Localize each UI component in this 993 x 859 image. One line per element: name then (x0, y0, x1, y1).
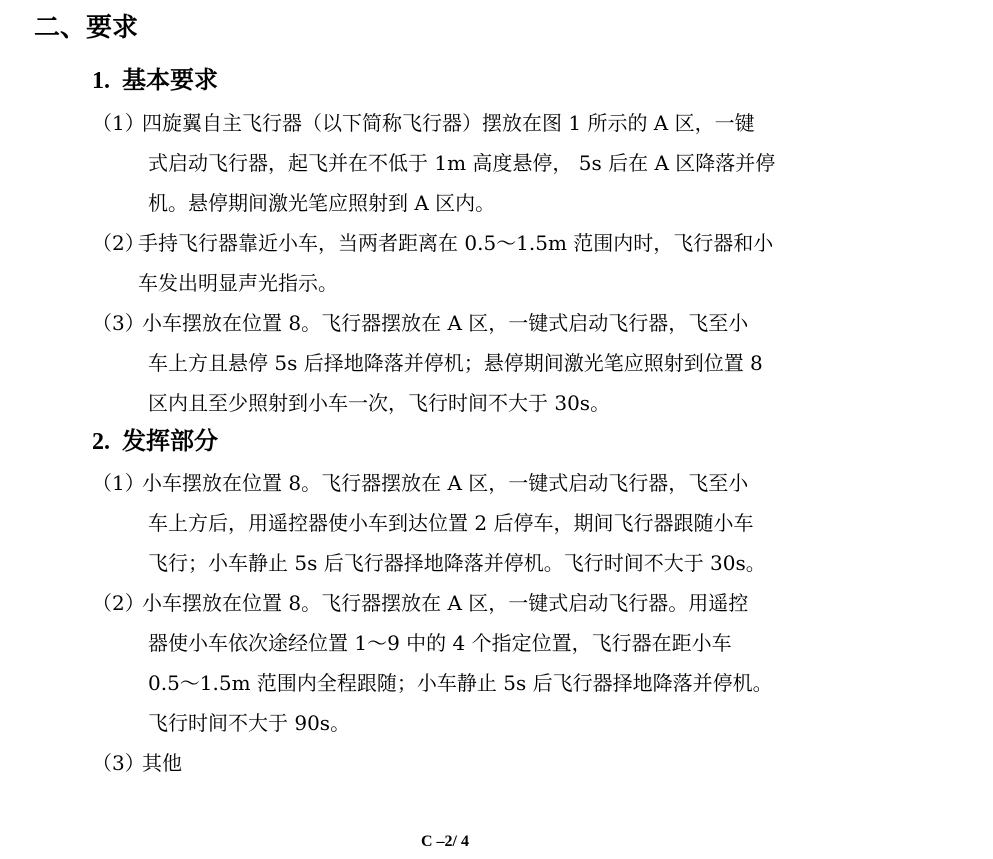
advanced-section-title: 发挥部分 (122, 427, 218, 455)
item-line: 小车摆放在位置 8。飞行器摆放在 A 区，一键式启动飞行器。用遥控 (142, 591, 749, 615)
item-line: 飞行时间不大于 90s。 (148, 711, 351, 735)
item-line: 手持飞行器靠近小车，当两者距离在 0.5～1.5m 范围内时，飞行器和小 (138, 231, 774, 255)
advanced-item-1 (92, 463, 872, 583)
item-line: 车发出明显声光指示。 (138, 271, 338, 295)
item-line: 其他 (142, 751, 182, 775)
advanced-section-number: 2. (92, 429, 110, 455)
item-line: 机。悬停期间激光笔应照射到 A 区内。 (148, 191, 496, 215)
advanced-item-2 (92, 583, 872, 743)
basic-item-1 (92, 103, 872, 223)
item-line: 车上方且悬停 5s 后择地降落并停机；悬停期间激光笔应照射到位置 8 (148, 351, 763, 375)
item-line: 四旋翼自主飞行器（以下简称飞行器）摆放在图 1 所示的 A 区，一键 (142, 111, 755, 135)
item-label: （2） (92, 231, 145, 255)
basic-requirements-title: 基本要求 (122, 66, 218, 94)
item-label: （3） (92, 751, 145, 775)
basic-requirements-number: 1. (92, 68, 110, 94)
basic-item-3 (92, 303, 872, 423)
basic-item-2 (92, 223, 872, 303)
item-label: （1） (92, 471, 145, 495)
item-line: 0.5～1.5m 范围内全程跟随；小车静止 5s 后飞行器择地降落并停机。 (148, 671, 773, 695)
item-line: 小车摆放在位置 8。飞行器摆放在 A 区，一键式启动飞行器，飞至小 (142, 471, 749, 495)
item-label: （3） (92, 311, 145, 335)
advanced-section-heading (92, 421, 218, 462)
page-number: C –2/ 4 (421, 833, 469, 850)
item-line: 区内且至少照射到小车一次，飞行时间不大于 30s。 (148, 391, 611, 415)
item-line: 车上方后，用遥控器使小车到达位置 2 后停车，期间飞行器跟随小车 (148, 511, 754, 535)
section-title: 二、要求 (34, 13, 139, 43)
item-label: （1） (92, 111, 145, 135)
basic-requirements-heading (92, 60, 218, 101)
item-label: （2） (92, 591, 145, 615)
item-line: 式启动飞行器，起飞并在不低于 1m 高度悬停， 5s 后在 A 区降落并停 (148, 151, 776, 175)
item-line: 飞行；小车静止 5s 后飞行器择地降落并停机。飞行时间不大于 30s。 (148, 551, 766, 575)
item-line: 小车摆放在位置 8。飞行器摆放在 A 区，一键式启动飞行器，飞至小 (142, 311, 749, 335)
advanced-item-3 (92, 743, 872, 783)
item-line: 器使小车依次途经位置 1～9 中的 4 个指定位置，飞行器在距小车 (148, 631, 732, 655)
